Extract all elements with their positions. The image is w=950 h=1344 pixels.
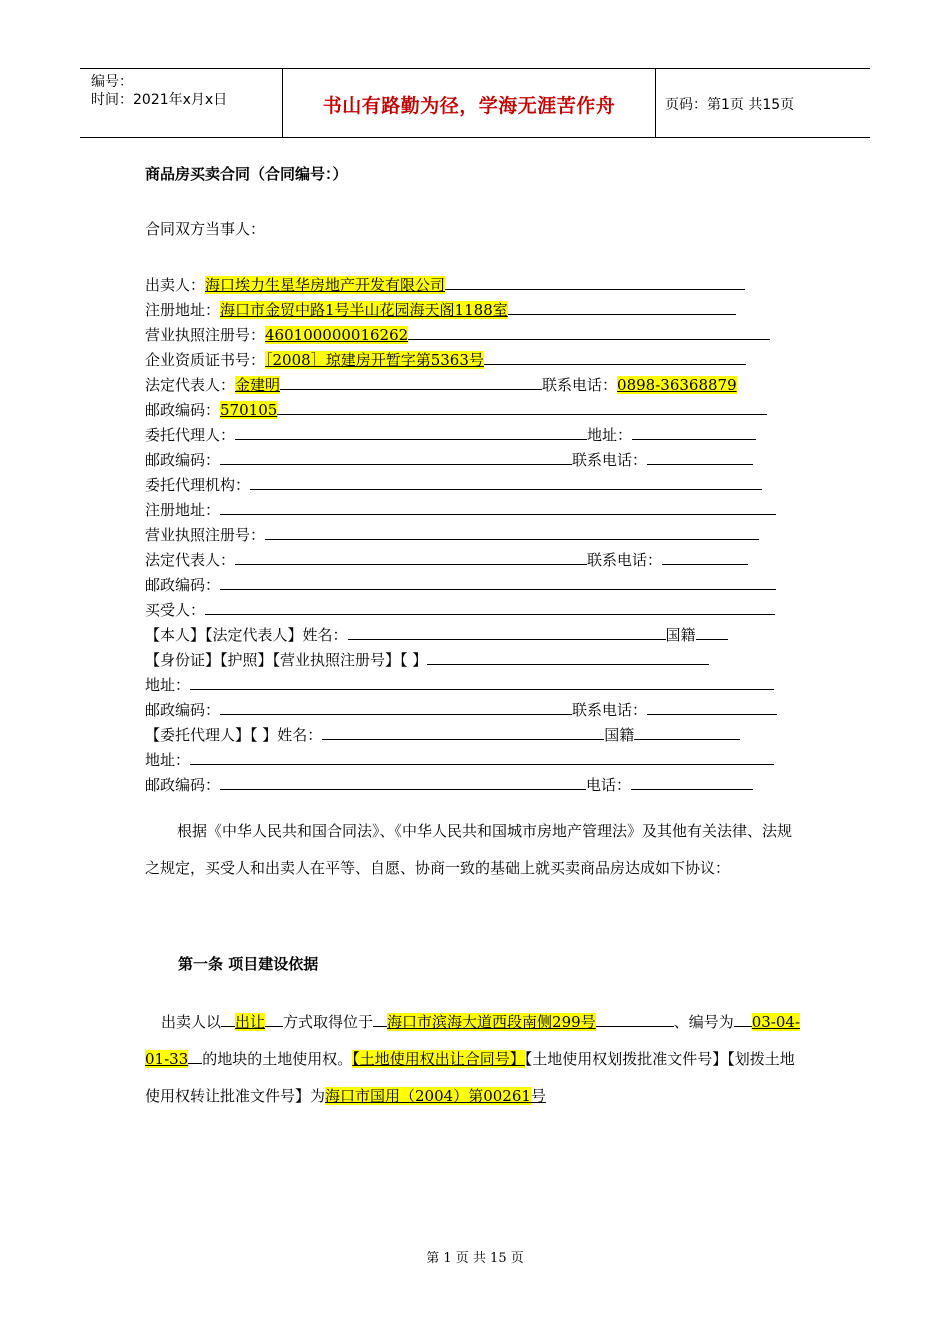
parcel-number: 03-04-01-33 bbox=[145, 1013, 801, 1068]
header-page-number: 页码：第1页 共15页 bbox=[665, 97, 795, 113]
agency-zip-line bbox=[145, 574, 776, 596]
header-motto-cell bbox=[283, 69, 656, 137]
seller-name-label: 出卖人： bbox=[145, 276, 206, 294]
buyer-agent-address-line bbox=[145, 749, 774, 771]
address-label: 地址： bbox=[145, 676, 191, 694]
seller-phone-label: 联系电话： bbox=[542, 376, 618, 394]
agency-license-line bbox=[145, 524, 759, 546]
document-number-label: 编号： bbox=[91, 74, 133, 90]
buyer-zip-line bbox=[145, 699, 777, 721]
blank-line bbox=[220, 514, 776, 515]
agent-label: 委托代理人： bbox=[145, 426, 236, 444]
blank-line bbox=[427, 664, 709, 665]
agency-label: 委托代理机构： bbox=[145, 476, 251, 494]
blank-line bbox=[220, 789, 586, 790]
blank-line bbox=[632, 439, 756, 440]
buyer-name-line bbox=[145, 624, 728, 646]
header-meta-cell bbox=[80, 69, 283, 137]
buyer-id-line bbox=[145, 649, 709, 671]
seller-zip-label: 邮政编码： bbox=[145, 401, 221, 419]
seller-agent-line bbox=[145, 424, 756, 446]
land-certificate-number: 海口市国用（2004）第00261 bbox=[325, 1087, 531, 1105]
article-text: 【土地使用权划拨批准文件号】【划拨土地使用权转让批准文件号】为 bbox=[145, 1050, 795, 1105]
seller-agent-zip-line bbox=[145, 449, 753, 471]
seller-zip-line bbox=[145, 399, 767, 421]
transfer-contract-option: 【土地使用权出让合同号】 bbox=[352, 1050, 525, 1068]
seller-phone-value: 0898-36368879 bbox=[617, 376, 737, 394]
seller-qualification-value: ［2008］琼建房开暂字第5363号 bbox=[265, 351, 484, 369]
blank-line bbox=[220, 464, 572, 465]
nationality-label: 国籍 bbox=[665, 626, 696, 644]
seller-qualification-line bbox=[145, 349, 746, 371]
seller-rep-label: 法定代表人： bbox=[145, 376, 236, 394]
blank-line bbox=[280, 389, 542, 390]
blank-line bbox=[408, 339, 770, 340]
intro-paragraph: 根据《中华人民共和国合同法》、《中华人民共和国城市房地产管理法》及其他有关法律、法规之规定，买受人和出卖人在平等、自愿、协商一致的基础上就买卖商品房达成如下协议： bbox=[145, 822, 793, 877]
seller-license-value: 460100000016262 bbox=[265, 326, 409, 344]
seller-rep-line bbox=[145, 374, 737, 396]
parcel-location: 海口市滨海大道西段南侧299号 bbox=[387, 1013, 596, 1031]
blank-line bbox=[445, 289, 745, 290]
blank-line bbox=[631, 789, 753, 790]
blank-line bbox=[250, 489, 762, 490]
blank-line bbox=[662, 564, 748, 565]
seller-rep-value: 金建明 bbox=[235, 376, 281, 394]
zip-label: 邮政编码： bbox=[145, 701, 221, 719]
blank-line bbox=[508, 314, 736, 315]
buyer-agent-line bbox=[145, 724, 740, 746]
blank-line bbox=[647, 714, 777, 715]
zip-label: 邮政编码： bbox=[145, 776, 221, 794]
seller-address-line bbox=[145, 299, 736, 321]
article-text: 出卖人以 bbox=[161, 1013, 222, 1031]
blank-line bbox=[221, 1026, 235, 1027]
buyer-line bbox=[145, 599, 775, 621]
blank-line bbox=[190, 764, 774, 765]
phone-label: 联系电话： bbox=[587, 551, 663, 569]
zip-label: 邮政编码： bbox=[145, 451, 221, 469]
phone-label: 电话： bbox=[586, 776, 632, 794]
buyer-name-label: 【本人】【法定代表人】姓名： bbox=[145, 626, 348, 644]
agency-rep-line bbox=[145, 549, 748, 571]
seller-zip-value: 570105 bbox=[220, 401, 278, 419]
article-text: 、编号为 bbox=[673, 1013, 734, 1031]
blank-line bbox=[277, 414, 767, 415]
header-page-cell bbox=[656, 69, 870, 137]
zip-label: 邮政编码： bbox=[145, 576, 221, 594]
registered-address-label: 注册地址： bbox=[145, 501, 221, 519]
blank-line bbox=[205, 614, 775, 615]
buyer-address-line bbox=[145, 674, 774, 696]
agency-address-line bbox=[145, 499, 776, 521]
license-label: 营业执照注册号： bbox=[145, 526, 266, 544]
blank-line bbox=[373, 1026, 387, 1027]
article-text: 号 bbox=[530, 1087, 546, 1105]
blank-line bbox=[265, 1026, 283, 1027]
seller-qualification-label: 企业资质证书号： bbox=[145, 351, 266, 369]
seller-name-value: 海口埃力生星华房地产开发有限公司 bbox=[205, 276, 446, 294]
article-1-heading: 第一条 项目建设依据 bbox=[178, 955, 319, 973]
blank-line bbox=[220, 589, 776, 590]
agency-line bbox=[145, 474, 762, 496]
blank-line bbox=[188, 1063, 202, 1064]
nationality-label: 国籍 bbox=[604, 726, 635, 744]
blank-line bbox=[647, 464, 753, 465]
header-motto: 书山有路勤为径，学海无涯苦作舟 bbox=[322, 95, 616, 117]
buyer-agent-zip-line bbox=[145, 774, 753, 796]
article-text: 的地块的土地使用权。 bbox=[202, 1050, 353, 1068]
document-time-label: 时间：2021年x月x日 bbox=[91, 92, 228, 108]
seller-license-label: 营业执照注册号： bbox=[145, 326, 266, 344]
acquisition-method: 出让 bbox=[235, 1013, 266, 1031]
id-type-label: 【身份证】【护照】【营业执照注册号】【 】 bbox=[145, 651, 428, 669]
blank-line bbox=[348, 639, 666, 640]
seller-license-line bbox=[145, 324, 770, 346]
blank-line bbox=[322, 739, 604, 740]
blank-line bbox=[484, 364, 746, 365]
blank-line bbox=[190, 689, 774, 690]
blank-line bbox=[596, 1026, 674, 1027]
seller-address-label: 注册地址： bbox=[145, 301, 221, 319]
address-label: 地址： bbox=[145, 751, 191, 769]
parties-intro: 合同双方当事人： bbox=[145, 220, 266, 238]
article-text: 方式取得位于 bbox=[283, 1013, 374, 1031]
blank-line bbox=[235, 564, 587, 565]
phone-label: 联系电话： bbox=[572, 701, 648, 719]
phone-label: 联系电话： bbox=[572, 451, 648, 469]
buyer-label: 买受人： bbox=[145, 601, 206, 619]
blank-line bbox=[220, 714, 572, 715]
article-1-body bbox=[145, 1004, 805, 1115]
rep-label: 法定代表人： bbox=[145, 551, 236, 569]
blank-line bbox=[734, 1026, 752, 1027]
blank-line bbox=[265, 539, 759, 540]
buyer-agent-label: 【委托代理人】【 】姓名： bbox=[145, 726, 323, 744]
seller-address-value: 海口市金贸中路1号半山花园海天阁1188室 bbox=[220, 301, 508, 319]
seller-name-line bbox=[145, 274, 745, 296]
blank-line bbox=[696, 639, 728, 640]
header-table bbox=[80, 68, 870, 138]
blank-line bbox=[634, 739, 740, 740]
contract-title: 商品房买卖合同（合同编号：） bbox=[145, 165, 348, 183]
address-label: 地址： bbox=[587, 426, 633, 444]
page-footer: 第 1 页 共 15 页 bbox=[426, 1251, 524, 1266]
blank-line bbox=[235, 439, 587, 440]
